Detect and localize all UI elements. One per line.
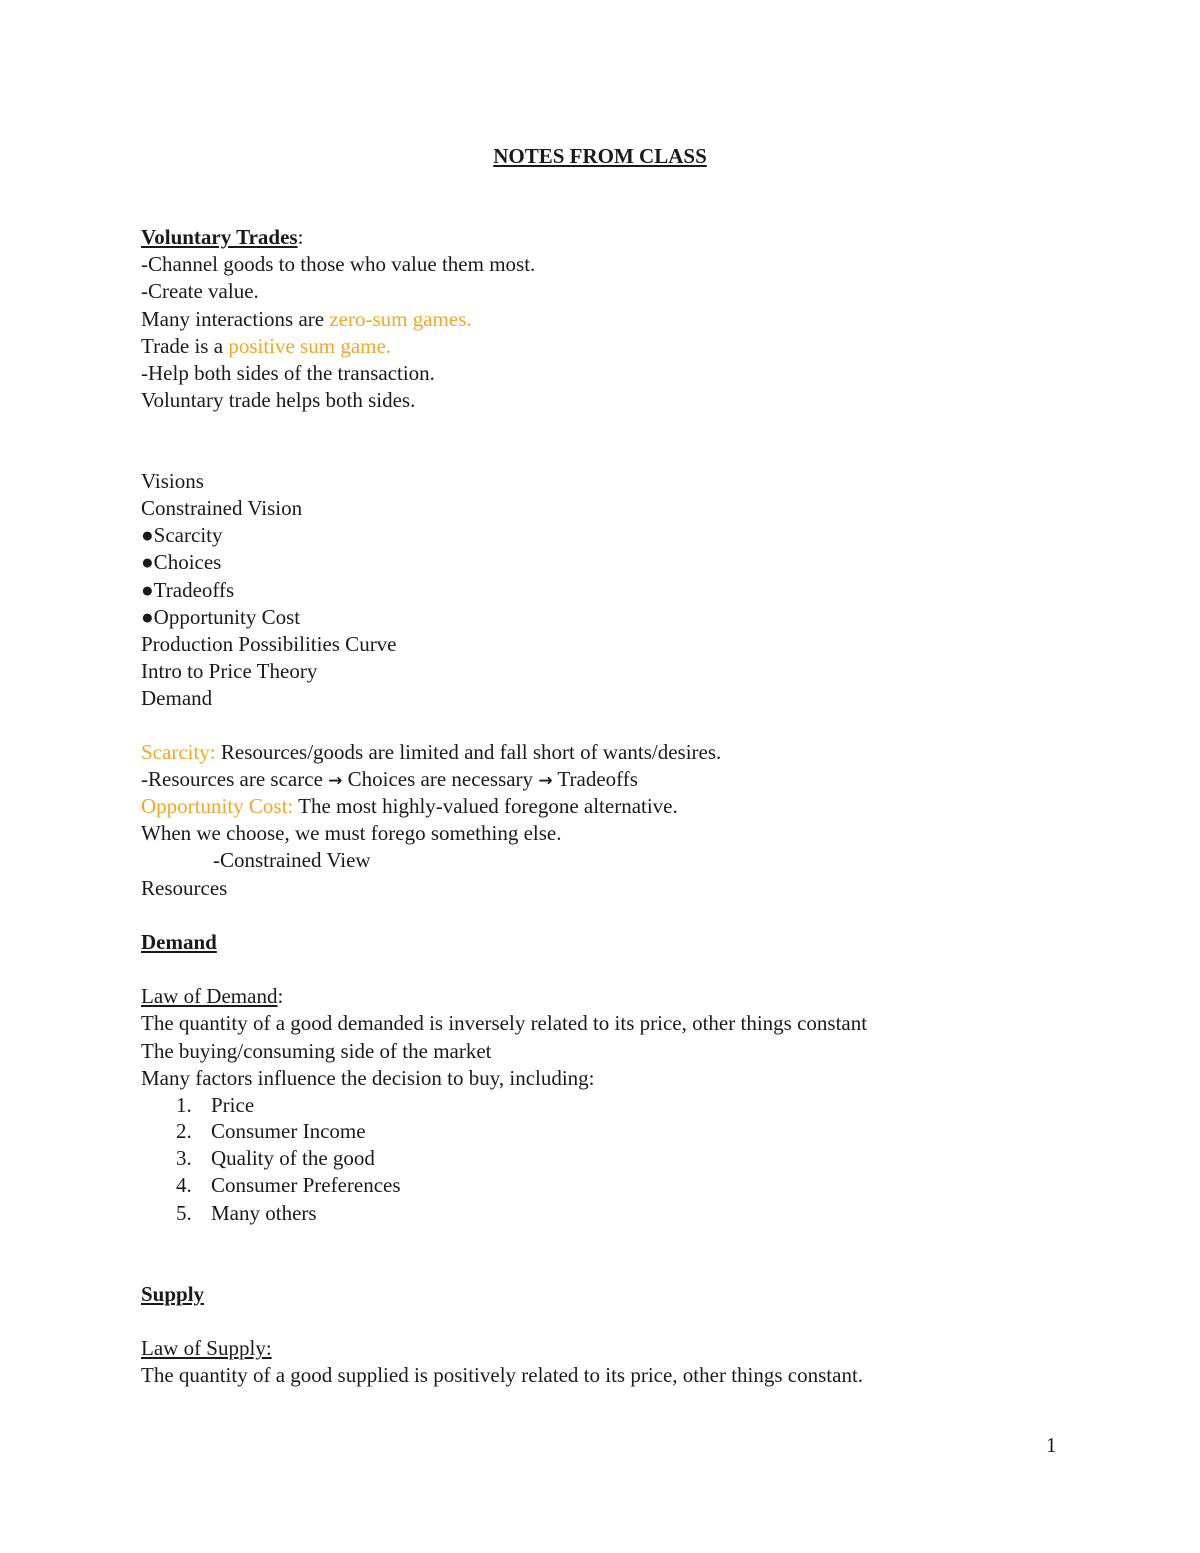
page-title: NOTES FROM CLASS [493,144,707,168]
demand-heading: Demand [141,930,217,954]
text-line: -Help both sides of the transaction. [141,361,435,385]
highlighted-term: zero-sum games [329,307,467,331]
text-line: Trade is a positive sum game. [141,334,392,358]
law-of-demand-label: Law of Demand [141,984,278,1008]
highlighted-term: Opportunity Cost: [141,794,294,818]
text-line: Production Possibilities Curve [141,632,397,656]
voluntary-trades-heading: Voluntary Trades [141,225,298,249]
text-line: Constrained Vision [141,496,303,520]
arrow-right-icon: → [328,771,343,791]
highlighted-term: Scarcity: [141,740,216,764]
text-line: The quantity of a good demanded is inversely related to its price, other things constant [141,1011,868,1035]
definition-line: Opportunity Cost: The most highly-valued foregone alternative. [141,794,678,818]
text-line: Intro to Price Theory [141,659,318,683]
text-line: -Channel goods to those who value them most. [141,252,536,276]
text-line: Demand [141,686,213,710]
arrow-right-icon: → [538,771,553,791]
text-line: Visions [141,469,204,493]
bullet-item: ●Choices [141,550,222,574]
text-line: Many interactions are zero-sum games. [141,307,472,331]
supply-heading: Supply [141,1282,205,1306]
text-line: Resources [141,876,228,900]
page-number: 1 [1046,1433,1057,1457]
bullet-item: ●Scarcity [141,523,223,547]
text-line: -Create value. [141,279,259,303]
law-of-demand-line: Law of Demand: [141,984,284,1008]
text-line: When we choose, we must forego something else. [141,821,562,845]
bullet-item: ●Opportunity Cost [141,605,301,629]
text-line: The buying/consuming side of the market [141,1039,492,1063]
highlighted-term: positive sum game [228,334,386,358]
text-line: -Constrained View [213,848,371,872]
text-line: -Resources are scarce → Choices are necessary → Tradeoffs [141,767,638,791]
bullet-item: ●Tradeoffs [141,578,235,602]
text-line: Many factors influence the decision to buy, including: [141,1066,595,1090]
law-of-supply-line [141,1335,272,1361]
text-line: Voluntary trade helps both sides. [141,388,416,412]
document-page: NOTES FROM CLASS Voluntary Trades: -Channel goods to those who value them most. -Create value. Many interactions are zero-sum games. Trade is a positive sum game. -Help both sides of the transaction. Voluntary trade helps both sides. Visions Constrained Vision ●Scarcity ●Choices ●Tradeoffs ●Opportunity Cost Production Possibilities Curve Intro to Price Theory Demand Scarcity: Resources/goods are limited and fall short of wants/desires. -Resources are scarce → Choices are necessary → Tradeoffs Opportunity Cost: The most highly-valued foregone alternative. When we choose, we must forego something else. -Constrained View Resources Demand Law of Demand: The quantity of a good demanded is inversely related to its price, other things constant The buying/consuming side of the market Many factors influence the decision to buy, including: 1. Price 2. Consumer Income 3. Quality of the good 4. Consumer Preferences 5. Many others Supply Law of Supply: The quantity of a good supplied is positively related to its price, other things constant. 1 [0,0,1200,1553]
text-line: The quantity of a good supplied is positively related to its price, other things constant. [141,1363,864,1387]
voluntary-trades-heading-line: Voluntary Trades: [141,225,304,249]
definition-line: Scarcity: Resources/goods are limited and fall short of wants/desires. [141,740,722,764]
law-of-supply-label: Law of Supply: [141,1336,272,1360]
